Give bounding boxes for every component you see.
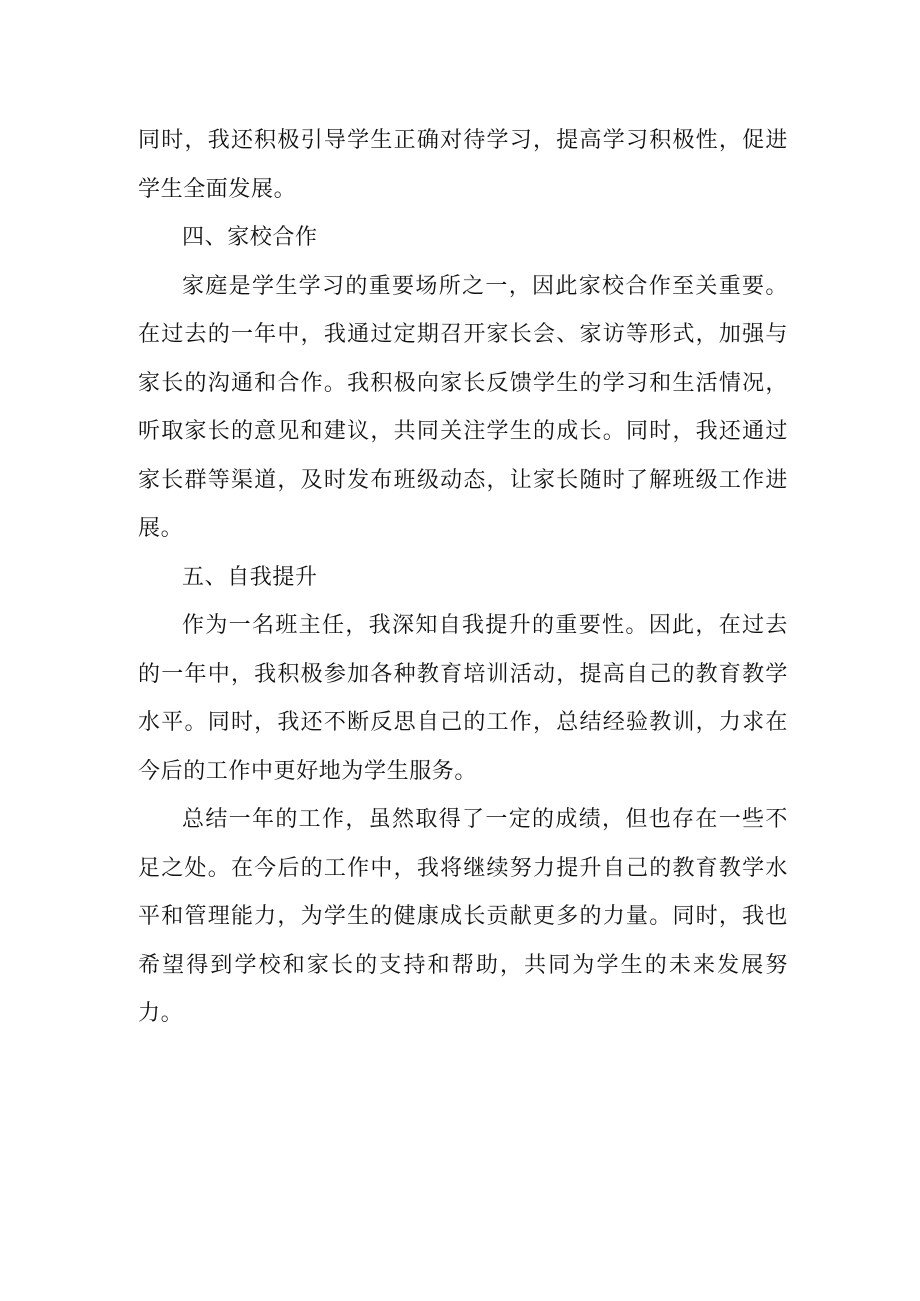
section-heading-self-improvement: 五、自我提升 xyxy=(182,564,318,590)
paragraph-home-school-cooperation: 家庭是学生学习的重要场所之一，因此家校合作至关重要。在过去的一年中，我通过定期召开家长会、家访等形式，加强与家长的沟通和合作。我积极向家长反馈学生的学习和生活情况，听取家长的意见和建议，共同关注学生的成长。同时，我还通过家长群等渠道，及时发布班级动态，让家长随时了解班级工作进展。 xyxy=(138,273,788,541)
paragraph-self-improvement: 作为一名班主任，我深知自我提升的重要性。因此，在过去的一年中，我积极参加各种教育培训活动，提高自己的教育教学水平。同时，我还不断反思自己的工作，总结经验教训，力求在今后的工作中更好地为学生服务。 xyxy=(138,613,788,784)
document-body xyxy=(138,117,788,1039)
section-heading-home-school-cooperation: 四、家校合作 xyxy=(182,225,318,250)
paragraph-continuation: 同时，我还积极引导学生正确对待学习，提高学习积极性，促进学生全面发展。 xyxy=(138,128,788,202)
paragraph-summary: 总结一年的工作，虽然取得了一定的成绩，但也存在一些不足之处。在今后的工作中，我将继续努力提升自己的教育教学水平和管理能力，为学生的健康成长贡献更多的力量。同时，我也希望得到学校和家长的支持和帮助，共同为学生的未来发展努力。 xyxy=(138,807,788,1026)
